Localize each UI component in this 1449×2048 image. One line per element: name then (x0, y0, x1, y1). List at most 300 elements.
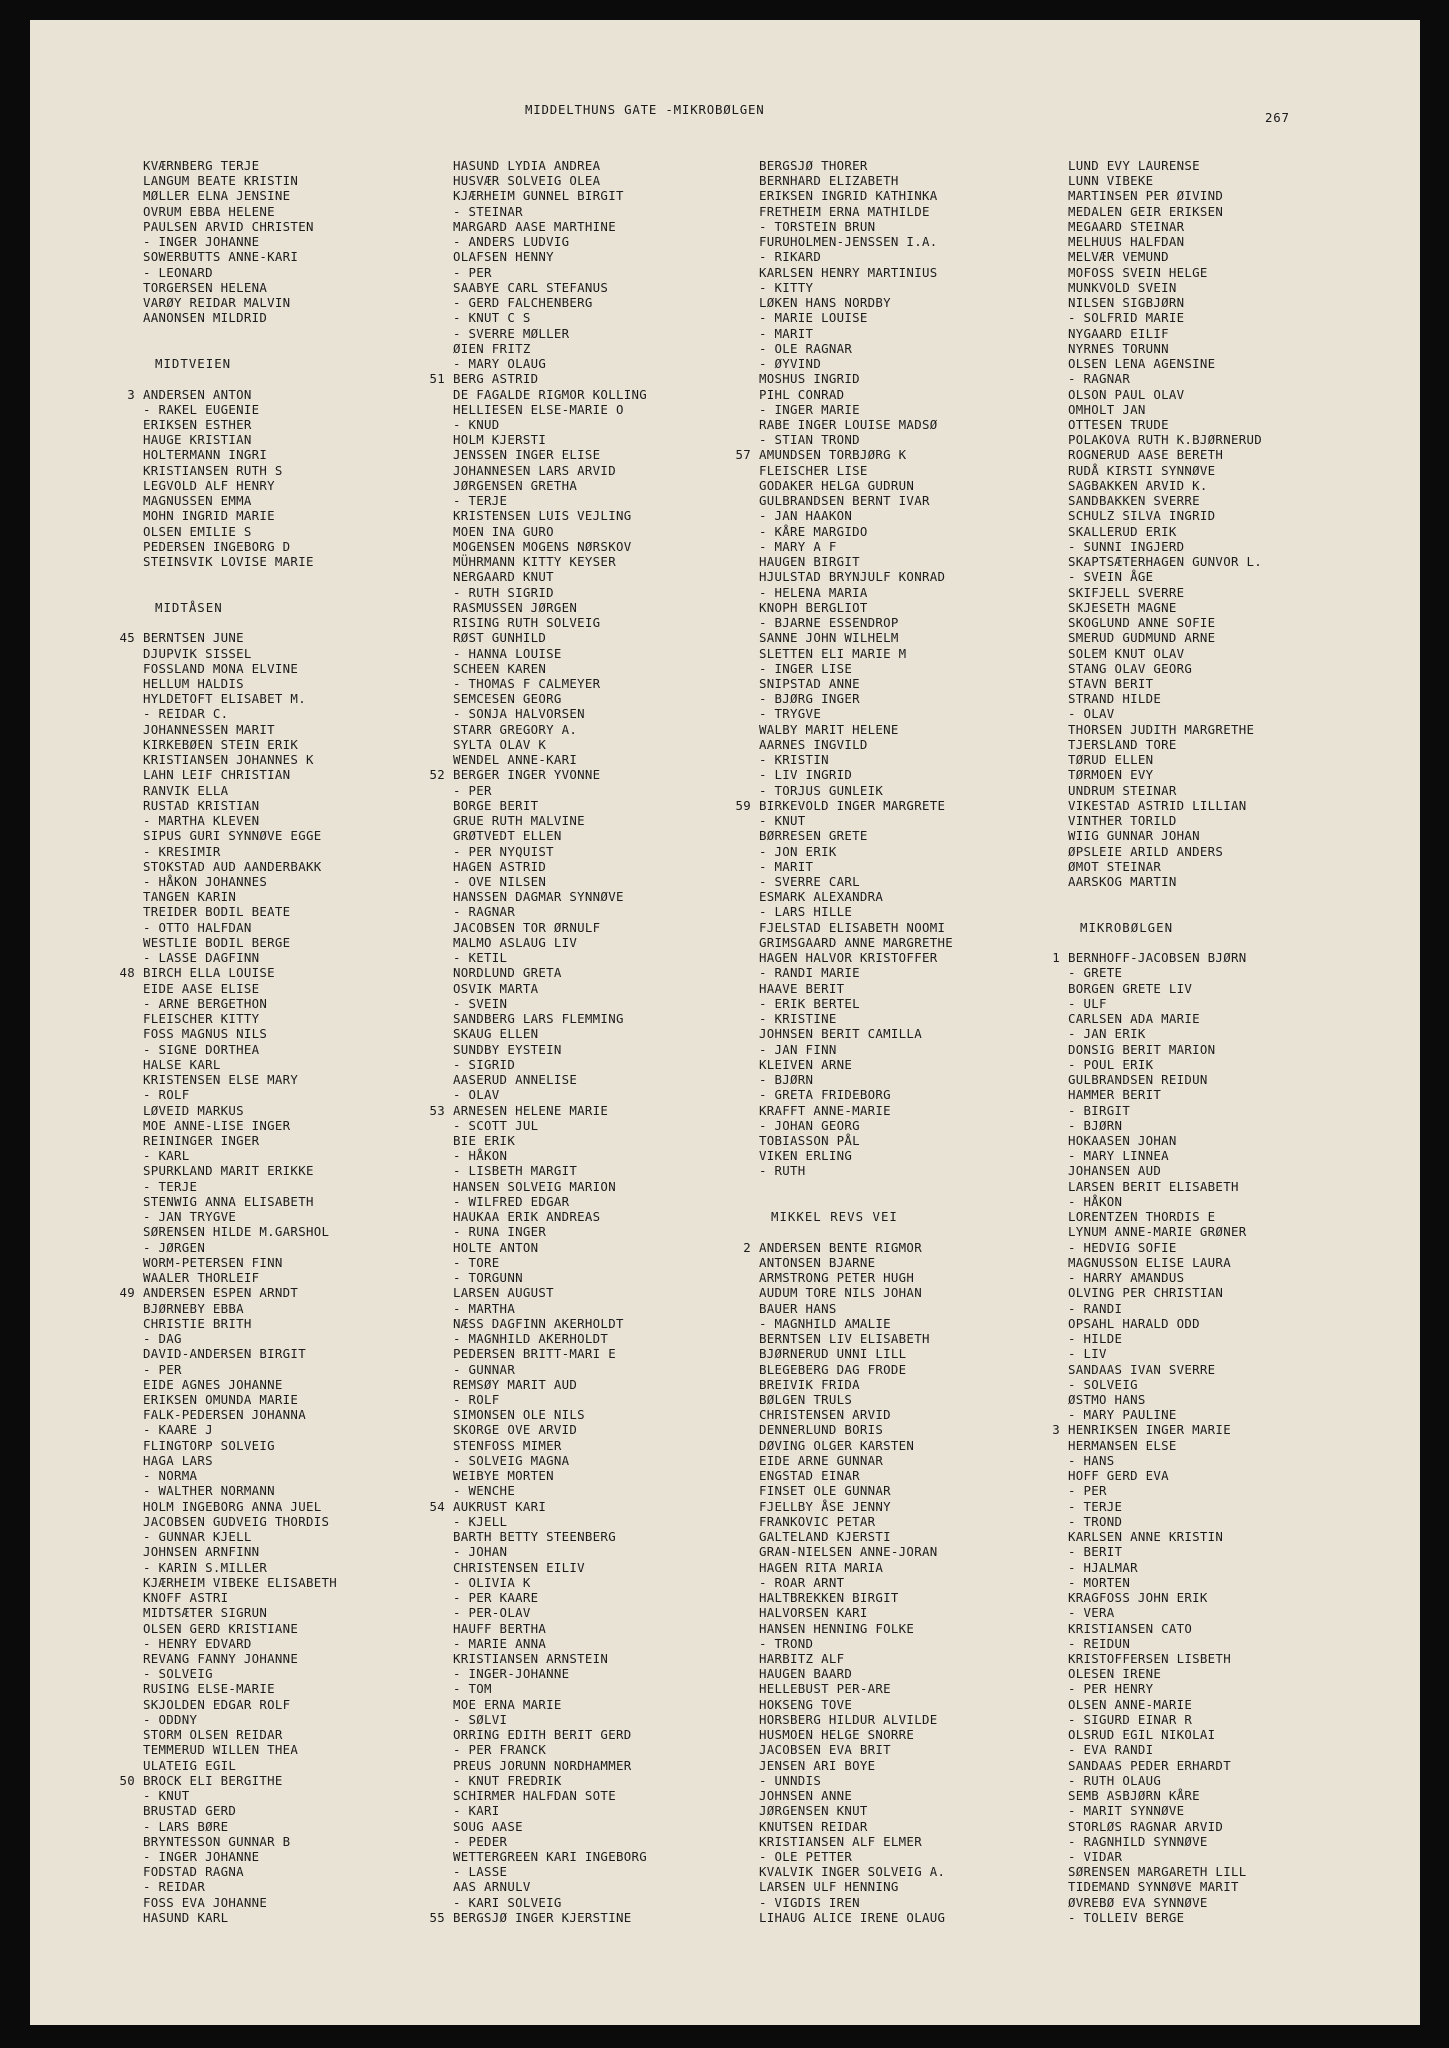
resident-name: - JAN TRYGVE (143, 1209, 237, 1225)
resident-entry (143, 1879, 337, 1894)
resident-name: SCHEEN KAREN (453, 660, 547, 676)
resident-name: HELLUM HALDIS (143, 675, 244, 691)
resident-entry (143, 1895, 337, 1910)
resident-entry (1068, 463, 1262, 478)
resident-entry (759, 752, 953, 767)
resident-name: - LEONARD (143, 264, 213, 280)
resident-name: ØMOT STEINAR (1068, 858, 1162, 874)
resident-name: RASMUSSEN JØRGEN (453, 599, 578, 615)
resident-name: SIMONSEN OLE NILS (453, 1407, 585, 1423)
resident-name: GRUE RUTH MALVINE (453, 813, 585, 829)
resident-name: WIIG GUNNAR JOHAN (1068, 828, 1200, 844)
resident-name: STAVN BERIT (1068, 675, 1154, 691)
resident-name: THORSEN JUDITH MARGRETHE (1068, 721, 1255, 737)
resident-entry (759, 478, 953, 493)
blank-line (1068, 889, 1262, 904)
resident-name: MAGNUSSON ELISE LAURA (1068, 1254, 1231, 1270)
resident-entry (1068, 1499, 1262, 1514)
street-heading (759, 1209, 953, 1224)
resident-entry (1068, 783, 1262, 798)
resident-entry (453, 1666, 647, 1681)
resident-name: - KARI (453, 1803, 500, 1819)
resident-entry (759, 844, 953, 859)
resident-name: - PEDER (453, 1833, 508, 1849)
resident-name: VIKESTAD ASTRID LILLIAN (1068, 797, 1247, 813)
resident-entry (1068, 1301, 1262, 1316)
resident-name: FRETHEIM ERNA MATHILDE (759, 203, 930, 219)
resident-entry (759, 1499, 953, 1514)
resident-name: FJELLBY ÅSE JENNY (759, 1498, 891, 1514)
resident-entry (759, 1362, 953, 1377)
resident-name: BORGE BERIT (453, 797, 539, 813)
resident-entry (453, 1316, 647, 1331)
resident-entry (143, 493, 337, 508)
resident-name: BREIVIK FRIDA (759, 1376, 860, 1392)
resident-entry (759, 706, 953, 721)
resident-entry (1068, 646, 1262, 661)
resident-entry (759, 1103, 953, 1118)
resident-name: REVANG FANNY JOHANNE (143, 1650, 299, 1666)
resident-entry (1068, 661, 1262, 676)
resident-name: SLETTEN ELI MARIE M (759, 645, 907, 661)
resident-entry (453, 295, 647, 310)
resident-entry (143, 1819, 337, 1834)
resident-entry (759, 767, 953, 782)
resident-name: SKJOLDEN EDGAR ROLF (143, 1696, 291, 1712)
resident-entry (143, 844, 337, 859)
resident-entry (1068, 813, 1262, 828)
resident-entry (143, 1346, 337, 1361)
resident-name: SUNDBY EYSTEIN (453, 1041, 562, 1057)
resident-entry (759, 204, 953, 219)
resident-name: BIRKEVOLD INGER MARGRETE (759, 797, 946, 813)
resident-name: - TROND (1068, 1513, 1123, 1529)
resident-name: - RAKEL EUGENIE (143, 401, 260, 417)
resident-entry (1068, 585, 1262, 600)
resident-name: - KJELL (453, 1513, 508, 1529)
resident-entry (1068, 1773, 1262, 1788)
resident-entry (1068, 326, 1262, 341)
resident-entry (453, 904, 647, 919)
resident-entry (759, 219, 953, 234)
resident-name: HASUND LYDIA ANDREA (453, 158, 601, 173)
resident-entry (143, 1194, 337, 1209)
resident-name: HERMANSEN ELSE (1068, 1437, 1177, 1453)
blank-line (759, 1179, 953, 1194)
resident-name: KIRKEBØEN STEIN ERIK (143, 736, 299, 752)
resident-name: SKALLERUD ERIK (1068, 523, 1177, 539)
resident-name: - SCOTT JUL (453, 1117, 539, 1133)
resident-name: - LIV (1068, 1346, 1107, 1362)
resident-entry (1068, 371, 1262, 386)
resident-name: SKOGLUND ANNE SOFIE (1068, 615, 1216, 631)
resident-entry (1068, 1819, 1262, 1834)
resident-name: ERIKSEN INGRID KATHINKA (759, 188, 938, 204)
resident-entry (1068, 1011, 1262, 1026)
resident-name: SMERUD GUDMUND ARNE (1068, 630, 1216, 646)
resident-entry (143, 432, 337, 447)
resident-entry (1068, 402, 1262, 417)
resident-name: - PER (1068, 1483, 1107, 1499)
house-number: 59 (735, 797, 751, 813)
resident-name: - TORJUS GUNLEIK (759, 782, 884, 798)
street-heading (1068, 920, 1262, 935)
resident-entry (453, 524, 647, 539)
resident-entry (143, 310, 337, 325)
resident-entry (143, 1316, 337, 1331)
resident-entry (759, 691, 953, 706)
resident-name: HALTBREKKEN BIRGIT (759, 1590, 899, 1606)
resident-name: SYLTA OLAV K (453, 736, 547, 752)
resident-name: CHRISTIE BRITH (143, 1315, 252, 1331)
resident-name: - GUNNAR (453, 1361, 516, 1377)
resident-name: - ERIK BERTEL (759, 995, 860, 1011)
resident-name: HAUKAA ERIK ANDREAS (453, 1209, 601, 1225)
resident-entry (453, 798, 647, 813)
resident-entry (1068, 310, 1262, 325)
resident-name: JACOBSEN GUDVEIG THORDIS (143, 1513, 330, 1529)
resident-name: BERNTSEN JUNE (143, 630, 244, 646)
resident-name: - NORMA (143, 1468, 198, 1484)
resident-entry (143, 767, 337, 782)
resident-name: STENWIG ANNA ELISABETH (143, 1193, 314, 1209)
resident-entry (759, 1392, 953, 1407)
resident-name: LANGUM BEATE KRISTIN (143, 173, 299, 189)
resident-name: LEGVOLD ALF HENRY (143, 477, 275, 493)
resident-entry (759, 1255, 953, 1270)
resident-name: - TORE (453, 1254, 500, 1270)
resident-name: - PER (453, 782, 492, 798)
resident-name: - KRISTIN (759, 752, 829, 768)
resident-name: - ARNE BERGETHON (143, 995, 268, 1011)
resident-name: ERIKSEN ESTHER (143, 416, 252, 432)
resident-entry (1068, 1712, 1262, 1727)
resident-name: - TRYGVE (759, 706, 822, 722)
resident-entry (453, 234, 647, 249)
resident-entry (759, 1301, 953, 1316)
resident-entry (453, 1331, 647, 1346)
resident-name: JOHNSEN ANNE (759, 1788, 853, 1804)
resident-name: - EVA RANDI (1068, 1742, 1154, 1758)
resident-entry (143, 828, 337, 843)
resident-name: WEIBYE MORTEN (453, 1468, 554, 1484)
resident-name: TØRMOEN EVY (1068, 767, 1154, 783)
resident-entry (453, 432, 647, 447)
resident-entry (119, 965, 337, 981)
resident-name: CHRISTENSEN ARVID (759, 1407, 891, 1423)
resident-entry (453, 722, 647, 737)
resident-entry (453, 356, 647, 371)
resident-name: - REIDAR (143, 1879, 206, 1895)
resident-name: HAGEN RITA MARIA (759, 1559, 884, 1575)
resident-entry (759, 539, 953, 554)
resident-entry (143, 1179, 337, 1194)
resident-name: - INGER-JOHANNE (453, 1666, 570, 1682)
resident-name: HOLM KJERSTI (453, 432, 547, 448)
resident-entry (759, 920, 953, 935)
resident-name: - OLE RAGNAR (759, 340, 853, 356)
resident-entry (453, 219, 647, 234)
resident-entry (759, 1819, 953, 1834)
resident-name: HANSEN HENNING FOLKE (759, 1620, 915, 1636)
resident-name: HALSE KARL (143, 1056, 221, 1072)
resident-entry (453, 783, 647, 798)
resident-entry (143, 981, 337, 996)
resident-entry (143, 752, 337, 767)
street-name: MIKKEL REVS VEI (771, 1209, 898, 1225)
resident-entry (143, 874, 337, 889)
resident-entry (143, 1209, 337, 1224)
resident-name: - JAN HAAKON (759, 508, 853, 524)
resident-name: - TOLLEIV BERGE (1068, 1909, 1185, 1925)
resident-name: SPURKLAND MARIT ERIKKE (143, 1163, 314, 1179)
resident-name: HUSVÆR SOLVEIG OLEA (453, 173, 601, 189)
resident-entry (143, 1057, 337, 1072)
resident-entry (143, 783, 337, 798)
resident-entry (453, 1422, 647, 1437)
resident-entry (143, 1544, 337, 1559)
resident-entry (1068, 874, 1262, 889)
resident-name: STOKSTAD AUD AANDERBAKK (143, 858, 322, 874)
resident-name: SKAUG ELLEN (453, 1026, 539, 1042)
resident-entry (143, 676, 337, 691)
resident-entry (1068, 981, 1262, 996)
resident-entry (453, 737, 647, 752)
resident-entry (759, 828, 953, 843)
resident-entry (1068, 539, 1262, 554)
resident-name: MOE ANNE-LISE INGER (143, 1117, 291, 1133)
resident-name: KRISTIANSEN RUTH S (143, 462, 283, 478)
street-heading (143, 356, 337, 371)
resident-entry (143, 1072, 337, 1087)
resident-entry (1068, 859, 1262, 874)
resident-name: LIHAUG ALICE IRENE OLAUG (759, 1909, 946, 1925)
resident-entry (1068, 1179, 1262, 1194)
resident-name: - OLAV (1068, 706, 1115, 722)
resident-entry (759, 1773, 953, 1788)
resident-name: ARMSTRONG PETER HUGH (759, 1270, 915, 1286)
resident-name: MOEN INA GURO (453, 523, 554, 539)
resident-name: FRANKOVIC PETAR (759, 1513, 876, 1529)
resident-entry (759, 1468, 953, 1483)
resident-entry (453, 1773, 647, 1788)
blank-line (1068, 935, 1262, 950)
resident-entry (453, 493, 647, 508)
house-number: 52 (429, 767, 445, 783)
resident-entry (143, 478, 337, 493)
resident-entry (453, 1605, 647, 1620)
resident-name: - HJALMAR (1068, 1559, 1138, 1575)
resident-entry (453, 874, 647, 889)
resident-name: OLAFSEN HENNY (453, 249, 554, 265)
resident-entry (1068, 1163, 1262, 1178)
resident-name: ORRING EDITH BERIT GERD (453, 1727, 632, 1743)
resident-entry (759, 783, 953, 798)
resident-name: - KARL (143, 1148, 190, 1164)
resident-entry (1068, 1560, 1262, 1575)
resident-name: - RANDI (1068, 1300, 1123, 1316)
resident-entry (453, 1270, 647, 1285)
resident-name: HUSMOEN HELGE SNORRE (759, 1727, 915, 1743)
resident-entry (1068, 1209, 1262, 1224)
resident-entry (143, 1270, 337, 1285)
resident-entry (1068, 1270, 1262, 1285)
resident-entry (453, 844, 647, 859)
resident-name: GODAKER HELGA GUDRUN (759, 477, 915, 493)
resident-entry (1068, 1621, 1262, 1636)
resident-name: - SØLVI (453, 1711, 508, 1727)
resident-entry (759, 676, 953, 691)
resident-entry (453, 813, 647, 828)
resident-entry (1068, 341, 1262, 356)
resident-name: ØPSLEIE ARILD ANDERS (1068, 843, 1224, 859)
resident-name: - MORTEN (1068, 1574, 1131, 1590)
resident-entry (759, 1742, 953, 1757)
resident-name: HAMMER BERIT (1068, 1087, 1162, 1103)
resident-name: - SVEIN ÅGE (1068, 569, 1154, 585)
resident-entry (143, 1590, 337, 1605)
resident-entry (1068, 828, 1262, 843)
resident-name: SEMCESEN GEORG (453, 691, 562, 707)
resident-name: SOUG AASE (453, 1818, 523, 1834)
resident-name: HANSEN SOLVEIG MARION (453, 1178, 616, 1194)
resident-entry (1068, 1864, 1262, 1879)
resident-entry (143, 1224, 337, 1239)
resident-entry (1068, 554, 1262, 569)
resident-name: AARSKOG MARTIN (1068, 874, 1177, 890)
resident-name: - LIV INGRID (759, 767, 853, 783)
blank-line (759, 1194, 953, 1209)
resident-name: REININGER INGER (143, 1133, 260, 1148)
resident-entry (453, 1636, 647, 1651)
resident-name: JENSEN ARI BOYE (759, 1757, 876, 1773)
resident-entry (1068, 1362, 1262, 1377)
resident-entry (759, 280, 953, 295)
resident-name: - JOHAN (453, 1544, 508, 1560)
column-2 (429, 158, 647, 1925)
resident-name: MELHUUS HALFDAN (1068, 234, 1185, 250)
resident-name: GULBRANDSEN BERNT IVAR (759, 493, 930, 509)
resident-name: BERGSJØ INGER KJERSTINE (453, 1909, 632, 1925)
resident-entry (759, 1148, 953, 1163)
resident-entry (143, 158, 337, 173)
resident-entry (759, 1712, 953, 1727)
resident-entry (143, 1605, 337, 1620)
resident-name: KVALVIK INGER SOLVEIG A. (759, 1864, 946, 1880)
resident-entry (143, 265, 337, 280)
resident-entry (1068, 737, 1262, 752)
resident-name: FODSTAD RAGNA (143, 1864, 244, 1880)
resident-name: - LASSE (453, 1864, 508, 1880)
resident-entry (759, 1910, 953, 1925)
resident-entry (759, 1621, 953, 1636)
resident-name: SANDBAKKEN SVERRE (1068, 493, 1200, 509)
resident-entry (1068, 1392, 1262, 1407)
resident-entry (1068, 158, 1262, 173)
resident-entry (759, 524, 953, 539)
resident-name: OLSEN ANNE-MARIE (1068, 1696, 1193, 1712)
resident-name: SKORGE OVE ARVID (453, 1422, 578, 1438)
resident-entry (143, 1133, 337, 1148)
resident-entry (453, 1681, 647, 1696)
resident-entry (759, 889, 953, 904)
resident-entry (1068, 1666, 1262, 1681)
resident-entry (143, 1026, 337, 1041)
resident-name: HAUGEN BIRGIT (759, 554, 860, 570)
resident-entry (1068, 1042, 1262, 1057)
resident-name: KLEIVEN ARNE (759, 1056, 853, 1072)
resident-name: - TORGUNN (453, 1270, 523, 1286)
resident-entry (453, 920, 647, 935)
resident-entry (453, 1742, 647, 1757)
resident-name: ARNESEN HELENE MARIE (453, 1102, 609, 1118)
resident-entry (143, 1727, 337, 1742)
resident-entry (453, 585, 647, 600)
resident-entry (429, 1909, 647, 1925)
resident-name: VINTHER TORILD (1068, 813, 1177, 829)
resident-name: KRISTENSEN ELSE MARY (143, 1072, 299, 1088)
resident-name: MUNKVOLD SVEIN (1068, 279, 1177, 295)
resident-entry (759, 661, 953, 676)
resident-name: - JAN ERIK (1068, 1026, 1146, 1042)
resident-entry (759, 981, 953, 996)
resident-name: SIPUS GURI SYNNØVE EGGE (143, 828, 322, 844)
resident-name: SØRENSEN MARGARETH LILL (1068, 1864, 1247, 1880)
resident-name: HENRIKSEN INGER MARIE (1068, 1422, 1231, 1438)
resident-entry (143, 447, 337, 462)
resident-entry (1068, 676, 1262, 691)
resident-entry (453, 676, 647, 691)
resident-name: TANGEN KARIN (143, 889, 237, 905)
blank-line (759, 1224, 953, 1239)
resident-name: WESTLIE BODIL BERGE (143, 934, 291, 950)
resident-name: RABE INGER LOUISE MADSØ (759, 416, 938, 432)
resident-name: - LASSE DAGFINN (143, 950, 260, 966)
resident-entry (1068, 447, 1262, 462)
resident-entry (759, 646, 953, 661)
resident-name: VARØY REIDAR MALVIN (143, 295, 291, 311)
resident-entry (759, 508, 953, 523)
resident-entry (1068, 1514, 1262, 1529)
resident-name: MARTINSEN PER ØIVIND (1068, 188, 1224, 204)
resident-name: ØVREBØ EVA SYNNØVE (1068, 1894, 1208, 1910)
resident-name: MALMO ASLAUG LIV (453, 934, 578, 950)
resident-entry (759, 600, 953, 615)
resident-entry (143, 1301, 337, 1316)
resident-entry (143, 1514, 337, 1529)
resident-entry (143, 1621, 337, 1636)
resident-name: JOHANNESSEN MARIT (143, 721, 275, 737)
resident-name: MOSHUS INGRID (759, 371, 860, 387)
resident-entry (1068, 1331, 1262, 1346)
resident-name: ROGNERUD AASE BERETH (1068, 447, 1224, 463)
resident-name: - MARTHA (453, 1300, 516, 1316)
resident-entry (759, 188, 953, 203)
resident-entry (453, 1879, 647, 1894)
resident-name: - WALTHER NORMANN (143, 1483, 275, 1499)
resident-entry (143, 295, 337, 310)
resident-entry (759, 1026, 953, 1041)
resident-name: AARNES INGVILD (759, 736, 868, 752)
resident-name: DAVID-ANDERSEN BIRGIT (143, 1346, 306, 1362)
column-4 (1052, 158, 1262, 1925)
resident-name: KRISTENSEN LUIS VEJLING (453, 508, 632, 524)
resident-entry (1068, 1240, 1262, 1255)
resident-name: KNUTSEN REIDAR (759, 1818, 868, 1834)
resident-name: STORLØS RAGNAR ARVID (1068, 1818, 1224, 1834)
resident-name: PREUS JORUNN NORDHAMMER (453, 1757, 632, 1773)
resident-entry (1068, 524, 1262, 539)
